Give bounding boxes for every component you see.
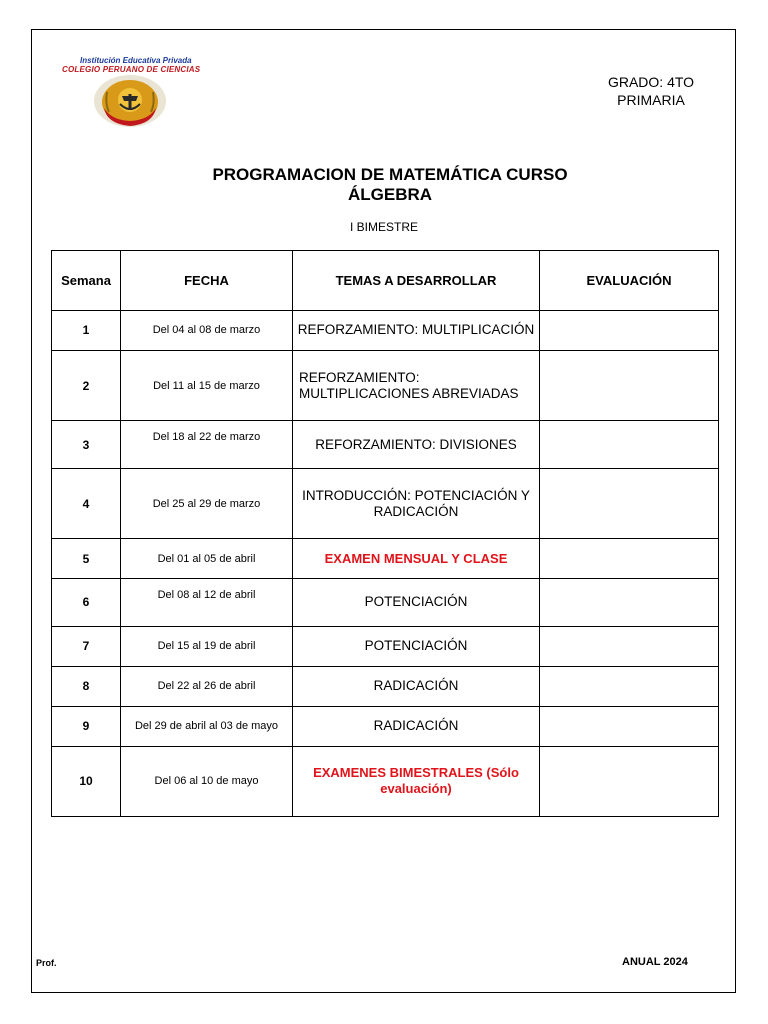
week-date: Del 15 al 19 de abril [121,626,293,666]
title-line-2: ÁLGEBRA [347,185,433,204]
table-row [52,746,719,816]
period-label: I BIMESTRE [349,220,418,234]
week-topic-highlight: EXAMENES BIMESTRALES (Sólo evaluación) [293,746,540,816]
week-topic: REFORZAMIENTO: DIVISIONES [293,421,540,469]
week-number: 4 [52,468,121,538]
grade-level: GRADO: 4TO [607,74,695,90]
week-date: Del 11 al 15 de marzo [121,350,293,420]
week-evaluation [540,311,719,351]
week-number: 3 [52,421,121,469]
week-number: 6 [52,579,121,627]
table-row [52,468,719,538]
week-date: Del 18 al 22 de marzo [121,421,293,469]
table-row [52,311,719,351]
week-number: 5 [52,539,121,579]
header-semana: Semana [52,251,121,311]
week-date: Del 25 al 29 de marzo [121,468,293,538]
week-date: Del 29 de abril al 03 de mayo [121,706,293,746]
week-topic: REFORZAMIENTO: MULTIPLICACIONES ABREVIADAS [293,350,540,420]
week-evaluation [540,468,719,538]
table-row [52,539,719,579]
week-date: Del 01 al 05 de abril [121,539,293,579]
table-header-row [52,251,719,311]
week-evaluation [540,539,719,579]
week-topic: RADICACIÓN [293,706,540,746]
week-number: 7 [52,626,121,666]
logo-school-name: COLEGIO PERUANO DE CIENCIAS [62,65,201,74]
week-evaluation [540,579,719,627]
professor-label: Prof. [36,958,57,968]
week-topic: INTRODUCCIÓN: POTENCIACIÓN Y RADICACIÓN [293,468,540,538]
schedule-table [51,250,719,817]
table-row [52,626,719,666]
table-row [52,421,719,469]
table-row [52,706,719,746]
week-topic: RADICACIÓN [293,666,540,706]
week-date: Del 04 al 08 de marzo [121,311,293,351]
table-row [52,666,719,706]
header-evaluacion: EVALUACIÓN [540,251,719,311]
week-date: Del 22 al 26 de abril [121,666,293,706]
week-evaluation [540,746,719,816]
week-number: 10 [52,746,121,816]
week-number: 8 [52,666,121,706]
table-row [52,579,719,627]
week-date: Del 08 al 12 de abril [121,579,293,627]
year-label: ANUAL 2024 [622,956,688,968]
week-topic: POTENCIACIÓN [293,579,540,627]
logo-institution-text: Institución Educativa Privada [80,56,192,65]
document-title [140,165,640,205]
week-number: 2 [52,350,121,420]
grade-section: PRIMARIA [617,92,685,108]
week-number: 9 [52,706,121,746]
week-evaluation [540,421,719,469]
title-line-1: PROGRAMACION DE MATEMÁTICA CURSO [212,165,568,184]
week-evaluation [540,706,719,746]
week-evaluation [540,666,719,706]
week-topic: REFORZAMIENTO: MULTIPLICACIÓN [293,311,540,351]
grade-label [596,73,706,109]
week-topic-highlight: EXAMEN MENSUAL Y CLASE [293,539,540,579]
header-fecha: FECHA [121,251,293,311]
week-evaluation [540,626,719,666]
week-number: 1 [52,311,121,351]
week-evaluation [540,350,719,420]
table-row [52,350,719,420]
header-temas: TEMAS A DESARROLLAR [293,251,540,311]
week-date: Del 06 al 10 de mayo [121,746,293,816]
school-emblem-icon [93,74,167,128]
school-logo [60,56,210,128]
week-topic: POTENCIACIÓN [293,626,540,666]
